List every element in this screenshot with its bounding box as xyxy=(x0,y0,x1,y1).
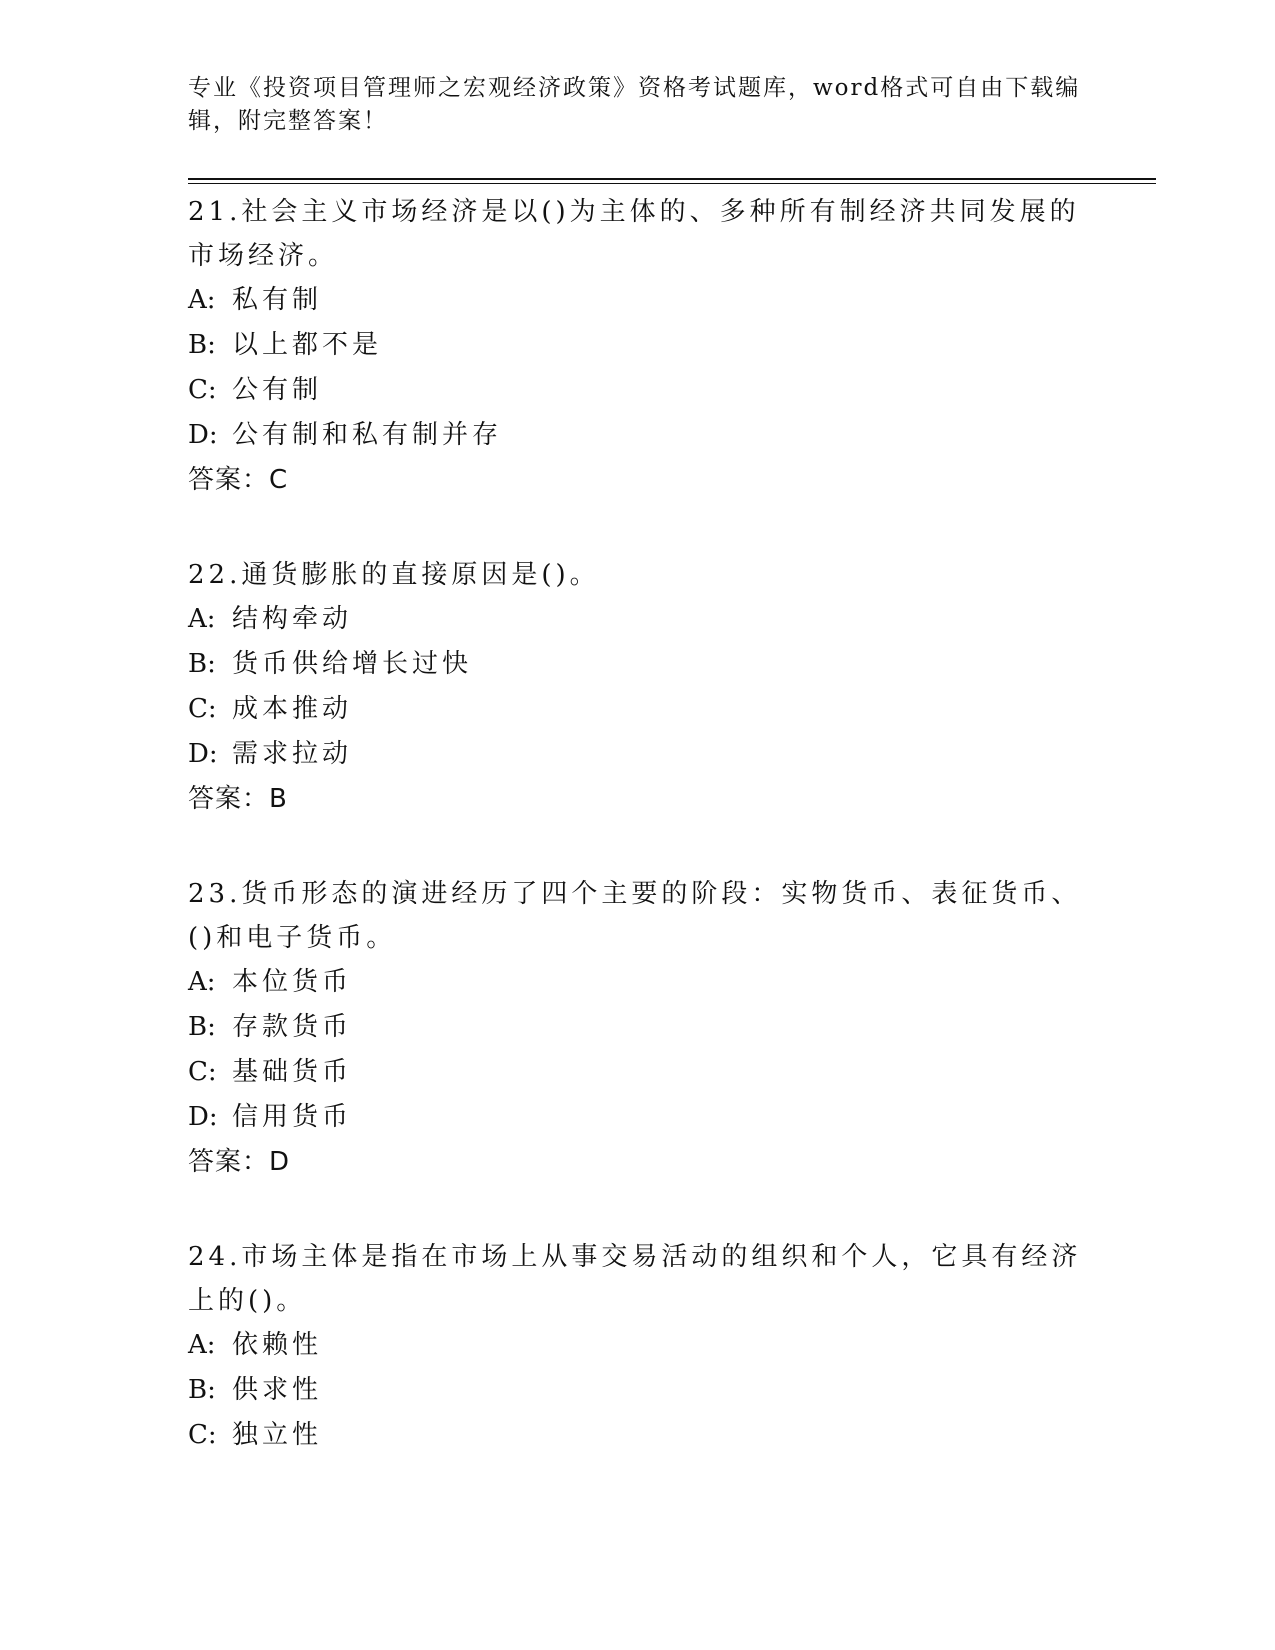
option-letter: B: xyxy=(188,649,216,679)
option-text: 私有制 xyxy=(232,285,323,315)
option-letter: A: xyxy=(188,285,216,315)
option-d xyxy=(188,1095,1088,1140)
option-b xyxy=(188,323,1088,368)
option-text: 货币供给增长过快 xyxy=(232,649,473,679)
option-a xyxy=(188,1323,1088,1368)
option-letter: C: xyxy=(188,375,217,405)
option-text: 基础货币 xyxy=(232,1057,353,1087)
option-letter: C: xyxy=(188,694,217,724)
question-24 xyxy=(188,1235,1088,1458)
question-21 xyxy=(188,190,1088,503)
question-stem: 24.市场主体是指在市场上从事交易活动的组织和个人，它具有经济上的()。 xyxy=(188,1242,1082,1316)
option-text: 依赖性 xyxy=(232,1330,323,1360)
header-divider-thin xyxy=(188,183,1156,184)
option-text: 公有制 xyxy=(232,375,323,405)
answer-line: 答案：C xyxy=(188,465,289,495)
option-text: 信用货币 xyxy=(232,1102,353,1132)
header-divider-thick xyxy=(188,178,1156,180)
question-stem: 21.社会主义市场经济是以()为主体的、多种所有制经济共同发展的市场经济。 xyxy=(188,197,1080,271)
option-d xyxy=(188,732,1088,777)
answer-line: 答案：D xyxy=(188,1147,291,1177)
option-a xyxy=(188,597,1088,642)
option-c xyxy=(188,368,1088,413)
option-text: 成本推动 xyxy=(232,694,353,724)
question-23 xyxy=(188,872,1088,1185)
option-d xyxy=(188,413,1088,458)
option-letter: B: xyxy=(188,330,216,360)
option-letter: A: xyxy=(188,967,216,997)
option-text: 存款货币 xyxy=(232,1012,353,1042)
question-stem: 23.货币形态的演进经历了四个主要的阶段：实物货币、表征货币、()和电子货币。 xyxy=(188,879,1082,953)
question-stem: 22.通货膨胀的直接原因是()。 xyxy=(188,560,600,590)
option-a xyxy=(188,278,1088,323)
answer-line: 答案：B xyxy=(188,784,288,814)
question-list xyxy=(188,190,1088,1508)
option-c xyxy=(188,1050,1088,1095)
option-letter: C: xyxy=(188,1420,217,1450)
option-text: 独立性 xyxy=(232,1420,323,1450)
option-text: 本位货币 xyxy=(232,967,353,997)
option-letter: B: xyxy=(188,1375,216,1405)
option-letter: A: xyxy=(188,1330,216,1360)
option-b xyxy=(188,642,1088,687)
option-letter: D: xyxy=(188,1102,218,1132)
option-letter: C: xyxy=(188,1057,217,1087)
question-22 xyxy=(188,553,1088,822)
option-letter: B: xyxy=(188,1012,216,1042)
option-b xyxy=(188,1368,1088,1413)
option-letter: D: xyxy=(188,420,218,450)
option-text: 需求拉动 xyxy=(232,739,353,769)
option-letter: A: xyxy=(188,604,216,634)
header-line-2: 辑，附完整答案！ xyxy=(188,108,388,134)
option-letter: D: xyxy=(188,739,218,769)
option-text: 结构牵动 xyxy=(232,604,353,634)
option-text: 公有制和私有制并存 xyxy=(232,420,503,450)
option-a xyxy=(188,960,1088,1005)
option-text: 供求性 xyxy=(232,1375,323,1405)
option-b xyxy=(188,1005,1088,1050)
option-c xyxy=(188,687,1088,732)
option-text: 以上都不是 xyxy=(232,330,383,360)
document-header xyxy=(188,72,1088,138)
header-line-1: 专业《投资项目管理师之宏观经济政策》资格考试题库，word格式可自由下载编 xyxy=(188,75,1081,101)
option-c xyxy=(188,1413,1088,1458)
